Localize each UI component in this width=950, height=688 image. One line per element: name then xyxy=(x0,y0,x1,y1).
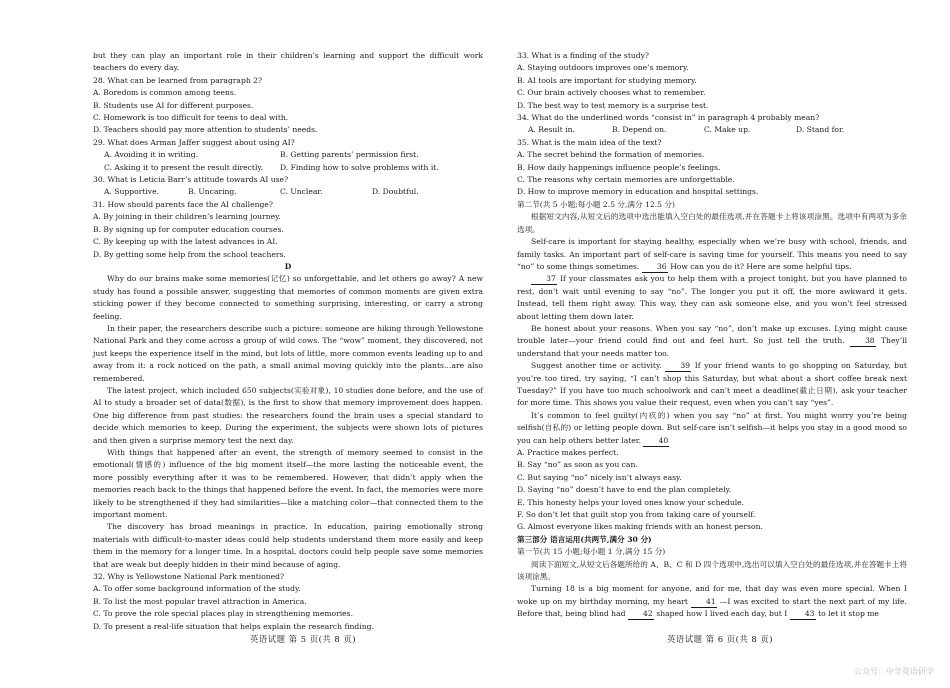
passage-paragraph: With things that happened after an event, the strength of memory seemed to consist in the emotional(情感的) influence of the big moment itself—the more lasting the noticeable event, the more possibly everything after it was to be remembered. However, that didn’t apply when the memories reach back to the things that happened before the event. In fact, the memories were more likely to be strengthened if they had similarities—like a matching color—that connected them to the important moment. xyxy=(93,448,483,520)
blank-36: 36 xyxy=(642,262,668,273)
question-34: 34. What do the underlined words “consist in” in paragraph 4 probably mean? xyxy=(517,113,820,123)
cloze-paragraph xyxy=(517,360,907,410)
page-footer-right: 英语试题 第 6 页(共 8 页) xyxy=(667,634,774,644)
watermark: 公众号：中学英语研学 xyxy=(854,667,934,676)
cloze-option: G. Almost everyone likes making friends with an honest person. xyxy=(517,522,763,532)
cloze-text: If your classmates ask you to help them with a project tonight, but you have planned to rest, don’t wait until evening to say “no”. The longer you put it off, the more awkward it gets. Instead, tell them right away. This way, they can ask someone else, and you won’t feel stressed about letting them down later. xyxy=(517,274,908,321)
option: C. To prove the role special places play in strengthening memories. xyxy=(93,609,353,619)
cloze-option: A. Practice makes perfect. xyxy=(517,448,619,457)
option: B. Students use AI for different purposes. xyxy=(93,100,254,110)
option-row xyxy=(104,149,483,161)
option: D. The best way to test memory is a surprise test. xyxy=(517,100,709,110)
section-2-instructions: 根据短文内容,从短文后的选项中选出能填入空白处的最佳选项,并在答题卡上将该项涂黑。选项中有两项为多余选项。 xyxy=(517,212,907,234)
section-d-heading: D xyxy=(284,261,292,271)
passage-paragraph: The latest project, which included 650 subjects(实验对象), 10 studies done before, and the use of AI to study a broader set of data(数据), is the first to show that memory improvement does happen. One big difference from past studies: the researchers found the brain uses a special standard to decide which memories to keep. During the experiment, the subjects were shown lots of pictures and then given a surprise memory test the next day. xyxy=(93,385,483,445)
cloze-option: E. This honesty helps your loved ones know your schedule. xyxy=(517,497,745,507)
part-3-instructions: 阅读下面短文,从短文后各题所给的 A、B、C 和 D 四个选项中,选出可以填入空白处的最佳选项,并在答题卡上将该项涂黑。 xyxy=(517,559,907,582)
part-3-subtitle: 第一节(共 15 小题;每小题 1 分,满分 15 分) xyxy=(517,547,666,557)
cloze-paragraph xyxy=(517,236,907,273)
passage-paragraph: Why do our brains make some memories(记忆) so unforgettable, and let others go away? A new study has found a possible answer, suggesting that memories of common moments are given extra sticking power if they become connected to something surprising, interesting, or carry a strong feeling. xyxy=(93,274,483,321)
option: C. Unclear. xyxy=(280,187,323,197)
question-33: 33. What is a finding of the study? xyxy=(517,51,649,60)
cloze-text: Turning 18 is a big moment for anyone, and for me, that day was even more special. When I woke up on my birthday morning, my heart xyxy=(517,584,907,606)
option: D. By getting some help from the school teachers. xyxy=(93,249,286,259)
option: D. To present a real-life situation that helps explain the research finding. xyxy=(93,621,374,631)
option: A. Avoiding it in writing. xyxy=(104,150,199,160)
question-29: 29. What does Arman Jaffer suggest about using AI? xyxy=(93,137,295,147)
question-31: 31. How should parents face the AI challenge? xyxy=(93,199,273,209)
blank-41: 41 xyxy=(691,597,717,608)
option-row xyxy=(528,124,907,136)
cloze-text: Self-care is important for staying healthy, especially when we’re busy with school, friends, and family tasks. An important part of self-care is saving time for yourself. This means you need to say “no” to some things sometimes. xyxy=(517,237,907,271)
question-30: 30. What is Leticia Barr’s attitude towards AI use? xyxy=(93,175,289,185)
cloze-paragraph xyxy=(517,583,907,620)
cloze-option: F. So don’t let that guilt stop you from taking care of yourself. xyxy=(517,510,756,520)
cloze-option: B. Say “no” as soon as you can. xyxy=(517,460,638,470)
cloze-text: How can you do it? Here are some helpful tips. xyxy=(670,261,852,271)
cloze-text: Be honest about your reasons. When you say “no”, don’t make up excuses. Lying might cause trouble later—your friend could find out and feel hurt. So just tell the truth. xyxy=(517,323,907,346)
option: C. By keeping up with the latest advances in AI. xyxy=(93,237,278,247)
cloze-text: It’s common to feel guilty(内疚的) when you say “no” at first. You might worry you’re being selfish(自私的) or letting people down. But self-care isn’t selfish—it helps you stay in a good mood so you can help others better later. xyxy=(517,410,907,445)
option: A. To offer some background information of the study. xyxy=(93,584,301,594)
intro-text: but they can play an important role in their children’s learning and support the difficult work teachers do every day. xyxy=(93,51,483,73)
question-28: 28. What can be learned from paragraph 2? xyxy=(93,75,263,85)
left-column xyxy=(93,50,483,633)
blank-43: 43 xyxy=(790,609,816,620)
option: B. To list the most popular travel attraction in America. xyxy=(93,596,307,606)
option: A. Supportive. xyxy=(104,187,160,197)
blank-42: 42 xyxy=(628,609,654,620)
blank-39: 39 xyxy=(665,361,691,372)
option: C. Asking it to present the result directly. xyxy=(104,162,264,172)
section-2-title: 第二节(共 5 小题;每小题 2.5 分,满分 12.5 分) xyxy=(517,199,675,209)
option-row xyxy=(104,186,483,198)
option: A. Boredom is common among teens. xyxy=(93,88,237,98)
question-35: 35. What is the main idea of the text? xyxy=(517,137,662,147)
option: B. How daily happenings influence people’s feelings. xyxy=(517,162,721,172)
option: B. Depend on. xyxy=(612,125,667,135)
cloze-paragraph xyxy=(517,273,907,323)
question-32: 32. Why is Yellowstone National Park mentioned? xyxy=(93,572,285,582)
right-column xyxy=(517,50,907,621)
option: D. Teachers should pay more attention to students’ needs. xyxy=(93,125,318,135)
option: D. Stand for. xyxy=(796,125,845,135)
option: A. By joining in their children’s learning journey. xyxy=(93,212,281,222)
option: C. The reasons why certain memories are unforgettable. xyxy=(517,175,735,185)
cloze-paragraph xyxy=(517,323,907,360)
option: B. AI tools are important for studying memory. xyxy=(517,75,697,85)
option: B. By signing up for computer education courses. xyxy=(93,224,284,234)
blank-38: 38 xyxy=(850,336,876,347)
blank-40: 40 xyxy=(643,436,669,447)
cloze-text: to let it stop me xyxy=(818,609,879,619)
option: C. Our brain actively chooses what to remember. xyxy=(517,88,706,98)
option: B. Uncaring. xyxy=(188,187,237,197)
cloze-text: shaped how I lived each day, but I xyxy=(656,609,788,619)
option: A. Result in. xyxy=(528,125,575,135)
option-row xyxy=(104,162,483,174)
blank-37: 37 xyxy=(531,274,557,285)
cloze-text: If your friend wants to go shopping on Saturday, but you’re too tired, try saying, “I can’t shop this Saturday, but what about a short coffee break next Tuesday?” If you have too much schoolwork and can’t meet a deadline(截止日期), ask your teacher for more time. This shows you value their request, even when you can’t say “yes”. xyxy=(517,361,907,408)
option: C. Homework is too difficult for teens to deal with. xyxy=(93,113,289,123)
cloze-option: C. But saying “no” nicely isn’t always easy. xyxy=(517,472,682,482)
option: C. Make up. xyxy=(704,125,751,135)
passage-paragraph: In their paper, the researchers describe such a picture: someone are hiking through Yellowstone National Park and they come across a group of wild cows. The “wow” moment, they discovered, not just keeps the experience itself in the mind, but lots of little, more common events leading up to and away from it: a rock noticed on the path, a small animal moving quickly into the plants…are also remembered. xyxy=(93,323,483,383)
passage-paragraph: The discovery has broad meanings in practice. In education, pairing emotionally strong materials with difficult-to-master ideas could help students understand them more easily and keep them in the memory for a longer time. In a hospital, doctors could help people save some memories that are weak but deeply hidden in their mind because of aging. xyxy=(93,522,483,569)
option: D. Doubtful. xyxy=(372,187,419,197)
cloze-text: Suggest another time or activity. xyxy=(531,361,662,371)
cloze-paragraph xyxy=(517,410,907,447)
cloze-option: D. Saying “no” doesn’t have to end the plan completely. xyxy=(517,485,732,495)
option: D. How to improve memory in education and hospital settings. xyxy=(517,187,759,197)
option: B. Getting parents’ permission first. xyxy=(280,150,419,160)
option: A. The secret behind the formation of memories. xyxy=(517,150,705,160)
page-footer-left: 英语试题 第 5 页(共 8 页) xyxy=(250,634,357,644)
option: D. Finding how to solve problems with it. xyxy=(280,162,439,172)
part-3-title: 第三部分 语言运用(共两节,满分 30 分) xyxy=(517,534,652,544)
cloze-text: —I was excited to start the next part of my life. Before that, being blind had xyxy=(517,596,907,619)
option: A. Staying outdoors improves one’s memory. xyxy=(517,63,689,73)
cloze-text: They’ll understand that your needs matter too. xyxy=(517,336,907,358)
